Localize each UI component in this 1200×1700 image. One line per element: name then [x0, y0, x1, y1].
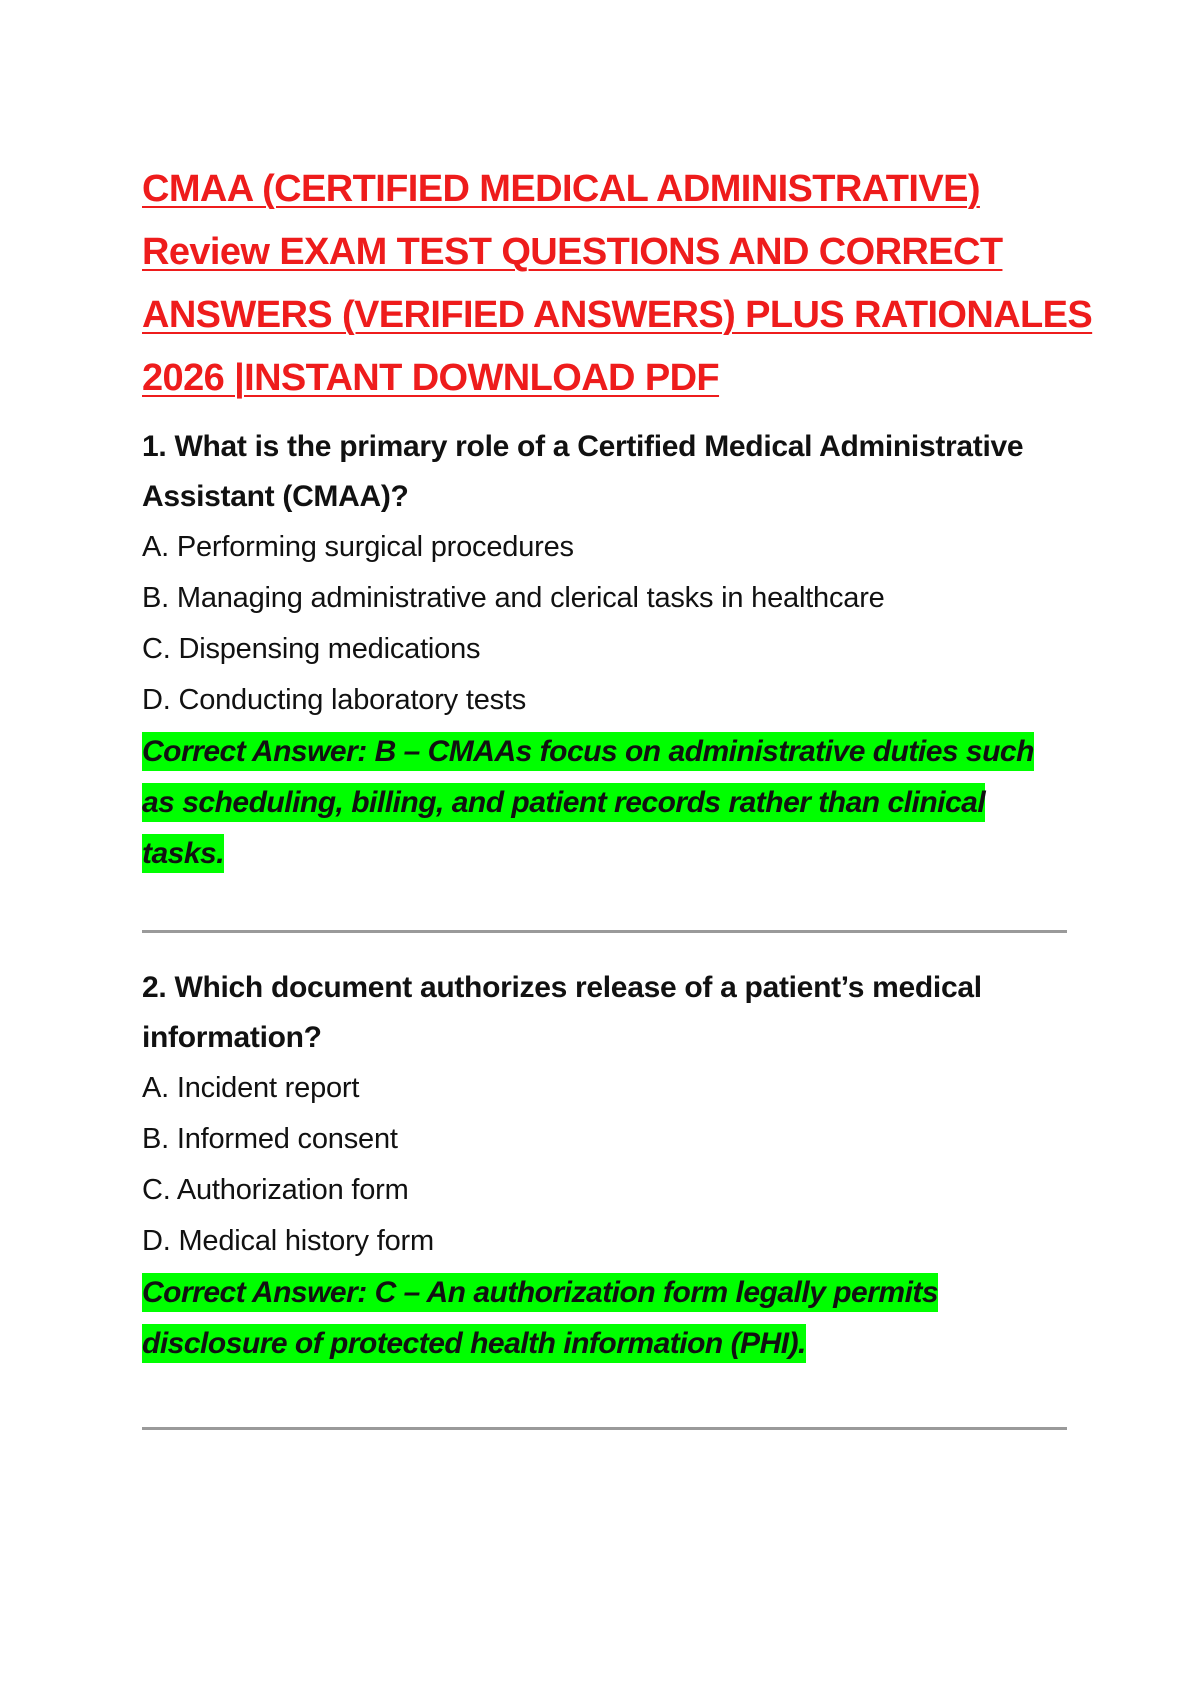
question-2: [142, 963, 1067, 1369]
title-line: Review EXAM TEST QUESTIONS AND CORRECT: [142, 231, 1003, 273]
option-b: B. Managing administrative and clerical tasks in healthcare: [142, 582, 885, 614]
document-page: [142, 158, 1093, 1430]
question-text: 2. Which document authorizes release of a patient’s medical information?: [142, 971, 982, 1054]
title-line: 2026 |INSTANT DOWNLOAD PDF: [142, 357, 720, 399]
title-line: ANSWERS (VERIFIED ANSWERS) PLUS RATIONALES: [142, 294, 1093, 336]
option-d: D. Conducting laboratory tests: [142, 684, 527, 716]
title-line: CMAA (CERTIFIED MEDICAL ADMINISTRATIVE): [142, 168, 980, 210]
document-title: [142, 158, 1093, 410]
question-1: [142, 422, 1067, 879]
option-a: A. Performing surgical procedures: [142, 531, 574, 563]
option-c: C. Dispensing medications: [142, 633, 481, 665]
option-a: A. Incident report: [142, 1072, 360, 1104]
option-b: B. Informed consent: [142, 1123, 398, 1155]
correct-answer: [142, 1267, 1067, 1369]
option-c: C. Authorization form: [142, 1174, 409, 1206]
correct-answer: [142, 726, 1067, 879]
correct-answer-text: Correct Answer: B – CMAAs focus on administrative duties such as scheduling, billing, and patient records rather than clinical tasks.: [142, 732, 1034, 873]
divider: [142, 1427, 1067, 1430]
divider: [142, 930, 1067, 933]
correct-answer-text: Correct Answer: C – An authorization form legally permits disclosure of protected health information (PHI).: [142, 1273, 938, 1363]
question-text: 1. What is the primary role of a Certified Medical Administrative Assistant (CMAA)?: [142, 430, 1024, 513]
option-d: D. Medical history form: [142, 1225, 434, 1257]
